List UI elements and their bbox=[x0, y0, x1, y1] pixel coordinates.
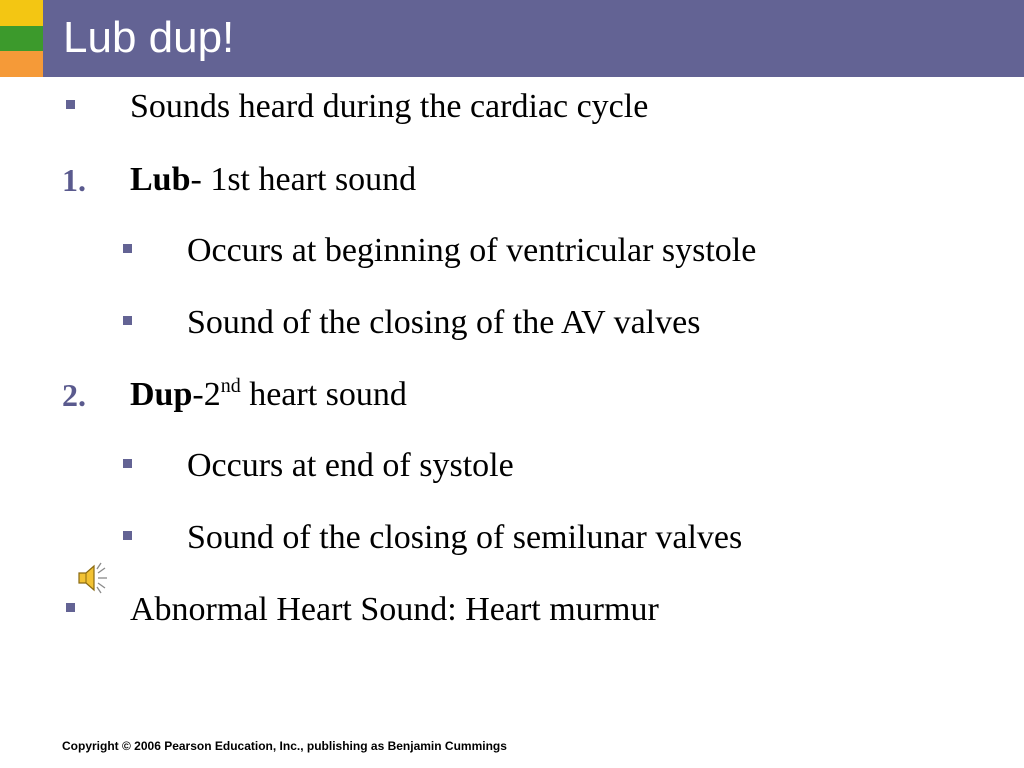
square-bullet-icon bbox=[123, 531, 132, 540]
bullet-dup-timing: Occurs at end of systole bbox=[187, 447, 514, 484]
accent-block-orange bbox=[0, 51, 43, 77]
accent-block-yellow bbox=[0, 0, 43, 26]
bullet-lub-timing: Occurs at beginning of ventricular systole bbox=[187, 232, 757, 269]
speaker-icon[interactable] bbox=[74, 561, 112, 595]
list-number-1: 1. bbox=[62, 162, 86, 198]
bullet-intro: Sounds heard during the cardiac cycle bbox=[130, 88, 649, 125]
bullet-abnormal: Abnormal Heart Sound: Heart murmur bbox=[130, 591, 659, 628]
dup-prefix: -2 bbox=[192, 376, 221, 413]
slide-title: Lub dup! bbox=[63, 13, 235, 62]
bullet-lub-cause: Sound of the closing of the AV valves bbox=[187, 304, 701, 341]
list-number-2: 2. bbox=[62, 377, 86, 413]
bullet-lub bbox=[130, 160, 416, 200]
bullet-dup-cause: Sound of the closing of semilunar valves bbox=[187, 519, 743, 556]
dup-description: heart sound bbox=[240, 376, 407, 413]
copyright-footer: Copyright © 2006 Pearson Education, Inc., publishing as Benjamin Cummings bbox=[62, 739, 507, 753]
dup-superscript: nd bbox=[220, 375, 241, 397]
lub-description: - 1st heart sound bbox=[190, 161, 417, 198]
bullet-dup bbox=[130, 375, 407, 415]
accent-block-green bbox=[0, 26, 43, 51]
square-bullet-icon bbox=[66, 603, 75, 612]
lub-term: Lub bbox=[130, 161, 191, 198]
square-bullet-icon bbox=[66, 100, 75, 109]
square-bullet-icon bbox=[123, 459, 132, 468]
square-bullet-icon bbox=[123, 244, 132, 253]
dup-term: Dup bbox=[130, 376, 193, 413]
square-bullet-icon bbox=[123, 316, 132, 325]
